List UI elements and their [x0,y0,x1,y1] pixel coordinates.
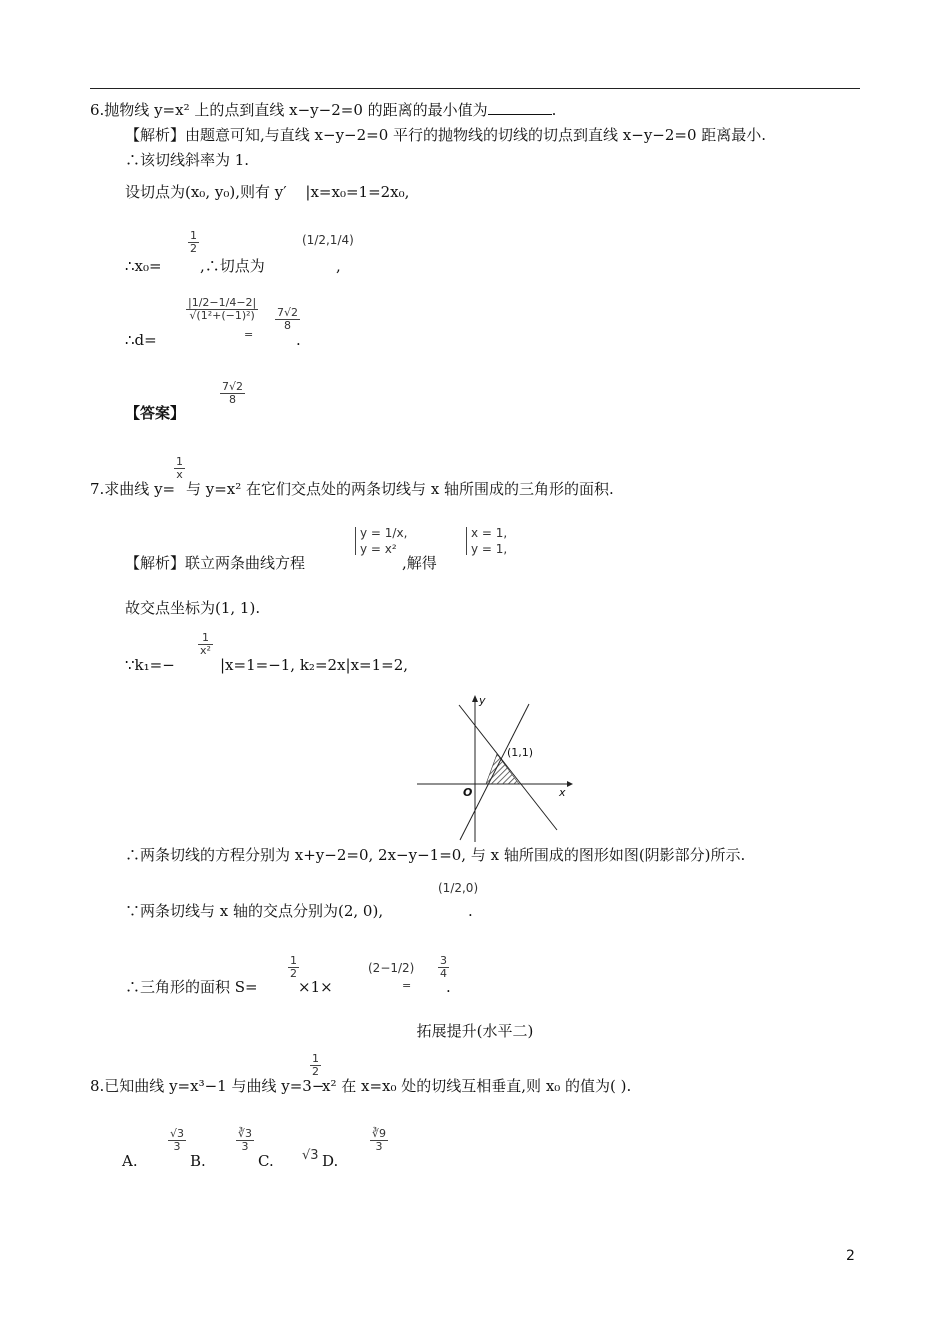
q8-option-a-label: A. [122,1152,138,1170]
q7-title-b: 与 y=x² 在它们交点处的两条切线与 x 轴所围成的三角形的面积. [186,480,614,498]
q7-area-paren: (2−1/2) [368,961,415,975]
q6-d-val: $\frac{7√2}{8}$ [277,306,299,332]
tangent-line-1 [459,705,557,830]
q7-k1-frac: $\frac{1}{\text{x²}}$ [200,631,211,657]
q7-area-half: $\frac{1}{2}$ [290,954,297,980]
q8-option-c-val: √3 [302,1148,319,1163]
q8-option-a-val: $\frac{√3}{3}$ [170,1127,185,1153]
q6-x0-line: ∴x₀= [125,257,162,275]
q8-title-a: 8.已知曲线 y=x³−1 与曲线 y=3− [90,1077,325,1095]
graph-point-label: (1,1) [507,746,534,759]
q7-equations: ∴两条切线的方程分别为 x+y−2=0, 2x−y−1=0, 与 x 轴所围成的图形如图(阴影部分)所示. [125,846,746,864]
page-number: 2 [846,1248,855,1264]
q8-title-frac: $\frac{1}{2}$ [312,1052,319,1078]
section-title: 拓展提升(水平二) [416,1022,534,1040]
q7-x-int-end: . [468,902,473,920]
q8-option-b-val: $\frac{∛3}{3}$ [238,1127,253,1153]
header-rule [90,88,860,89]
q7-title-a: 7.求曲线 y= [90,480,176,498]
tangent-lines-graph [415,690,575,845]
graph-y-label: y [479,694,486,707]
q6-answer-label: 【答案】 [125,404,186,422]
q7-title-frac: $\frac{1}{x}$ [176,455,183,481]
q6-title: 6.抛物线 y=x² 上的点到直线 x−y−2=0 的距离的最小值为 . [90,101,557,119]
graph-origin: O [463,786,473,799]
q7-intersection: 故交点坐标为(1, 1). [125,599,261,617]
tangent-line-2 [460,704,529,840]
q8-option-d-val: $\frac{∛9}{3}$ [372,1127,387,1153]
q7-area-prefix: ∴三角形的面积 S= [125,978,258,996]
q6-point-text: ,∴切点为 [200,257,265,275]
q6-d-line: ∴d= [125,331,157,349]
q8-option-b-label: B. [190,1152,206,1170]
q7-area-end: . [446,978,451,996]
q7-x-intercepts: ∵两条切线与 x 轴的交点分别为(2, 0), [125,902,384,920]
q6-x0-frac: $\frac{1}{2}$ [190,229,197,255]
q7-k1-rest: |x=1=−1, k₂=2x|x=1=2, [220,656,409,674]
q7-analysis: 【解析】联立两条曲线方程 [125,554,306,572]
answer-blank [488,100,552,115]
graph-x-label: x [559,786,566,799]
q6-analysis: 【解析】由题意可知,与直线 x−y−2=0 平行的抛物线的切线的切点到直线 x−y−2=0 距离最小. [125,126,767,144]
q7-system-1: y = 1/x, y = x² [355,527,407,555]
q7-system-2: x = 1, y = 1, [466,527,507,555]
q8-option-c-label: C. [258,1152,274,1170]
q6-slope: ∴该切线斜率为 1. [125,151,250,169]
q6-tangent: 设切点为(x₀, y₀),则有 y′ |x=x₀=1=2x₀, [125,183,410,201]
q7-area-eq: = [402,979,412,992]
q6-d-frac: $\frac{|1/2-1/4-2|}{\text{√(1²+(−1)²)}}$ [188,296,257,322]
q6-point-val: (1/2,1/4) [302,233,354,247]
q7-x-int-val: (1/2,0) [438,881,479,895]
q7-area-val: $\frac{3}{4}$ [440,954,447,980]
q7-k1-prefix: ∵k₁=− [125,656,175,674]
q8-title-b: x² 在 x=x₀ 处的切线互相垂直,则 x₀ 的值为( ). [322,1077,632,1095]
q6-d-eq: = [244,328,254,341]
y-axis-arrow-icon [472,695,478,702]
q6-d-end: . [296,331,301,349]
q6-answer-val: $\frac{7√2}{8}$ [222,380,244,406]
x-axis-arrow-icon [567,781,573,787]
q7-area-mid: ×1× [298,978,333,996]
q8-option-d-label: D. [322,1152,339,1170]
q6-point-end: , [336,257,341,275]
q7-solve: ,解得 [402,554,437,572]
